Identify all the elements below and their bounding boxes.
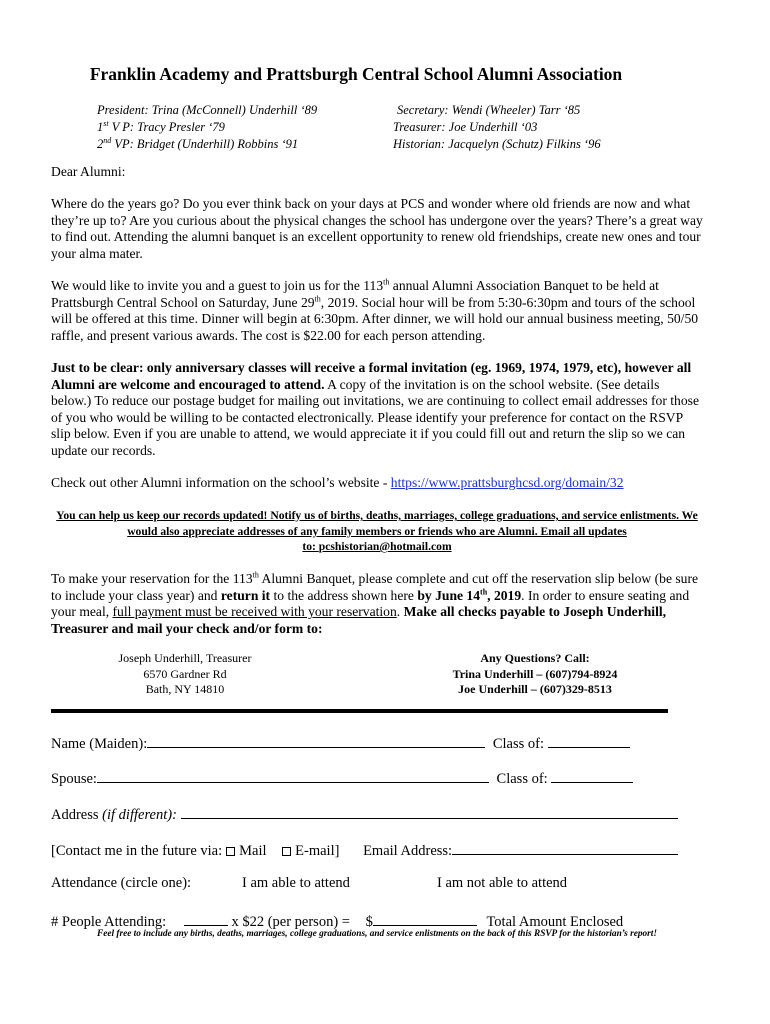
form-row-address: Address (if different): [51, 803, 678, 824]
form-row-spouse: Spouse: Class of: [51, 767, 633, 788]
spouse-class-of-field[interactable] [551, 767, 633, 783]
paragraph-website: Check out other Alumni information on the school’s website - https://www.prattsburghcsd.org/domain/32 [51, 475, 624, 490]
paragraph-anniversary-classes: Just to be clear: only anniversary classes will receive a formal invitation (eg. 1969, 1974, 1979, etc), however all Alumni are welcome and encouraged to attend. A copy of the invitation is on the school website. (See details below.) To reduce our postage budget for mailing out invitations, we are continuing to collect email addresses for those of you who would be willing to be contacted electronically. Please identify your preference for contact on the RSVP slip below. Even if you are unable to attend, we would appreciate it if you could fill out and return the slip so we can update our records. [51, 360, 699, 458]
form-row-name: Name (Maiden): Class of: [51, 732, 630, 753]
email-address-field[interactable] [452, 839, 678, 855]
attend-no-option[interactable]: I am not able to attend [437, 875, 568, 891]
officers-left [97, 102, 317, 153]
officers-right [393, 102, 601, 153]
cut-divider [51, 709, 668, 713]
spouse-field[interactable] [97, 767, 489, 783]
mailing-address: Joseph Underhill, Treasurer 6570 Gardner Rd Bath, NY 14810 [118, 651, 252, 696]
document-title: Franklin Academy and Prattsburgh Central School Alumni Association [89, 64, 623, 84]
class-of-field[interactable] [548, 732, 630, 748]
attend-yes-option[interactable]: I am able to attend [242, 875, 350, 891]
form-row-attendance: Attendance (circle one): [51, 875, 192, 891]
paragraph-invitation: We would like to invite you and a guest to join us for the 113th annual Alumni Association Banquet to be held at Prattsburgh Central School on Saturday, June 29th, 2019. Social hour will be from 5:30-6:30pm and tours of the school will be offered at this time. Dinner will begin at 6:30pm. After dinner, we will hold our annual business meeting, 50/50 raffle, and present various awards. The cost is $22.00 for each person attending. [51, 277, 699, 343]
name-field[interactable] [147, 732, 485, 748]
email-checkbox[interactable] [282, 847, 291, 856]
treasurer: Treasurer: Joe Underhill ‘03 [393, 120, 538, 134]
secretary: Secretary: Wendi (Wheeler) Tarr ‘85 [397, 103, 581, 117]
historian-footnote: Feel free to include any births, deaths, marriages, college graduations, and service enlistments on the back of this RSVP for the historian’s report! [97, 929, 657, 939]
people-count-field[interactable] [184, 910, 228, 926]
total-amount-field[interactable] [373, 910, 477, 926]
mail-checkbox[interactable] [226, 847, 235, 856]
address-field[interactable] [181, 803, 678, 819]
first-vp: 1st V P: Tracy Presler ‘79 [97, 118, 225, 134]
president: President: Trina (McConnell) Underhill ‘89 [97, 103, 318, 117]
form-row-contact: [Contact me in the future via: Mail E-mail] Email Address: [51, 839, 678, 860]
form-row-people: # People Attending: x $22 (per person) = $ Total Amount Enclosed [51, 910, 623, 931]
records-update-notice: You can help us keep our records updated! Notify us of births, deaths, marriages, college graduations, and service enlistments. We would also appreciate addresses of any family members or friends who are Alumni. Email all updates to: pcshistorian@hotmail.com [56, 509, 698, 553]
questions-contacts: Any Questions? Call: Trina Underhill – (607)794-8924 Joe Underhill – (607)329-8513 [452, 651, 618, 696]
historian-email-link[interactable]: pcshistorian@hotmail.com [318, 540, 452, 553]
second-vp: 2nd VP: Bridget (Underhill) Robbins ‘91 [97, 135, 299, 151]
paragraph-reservation: To make your reservation for the 113th Alumni Banquet, please complete and cut off the reservation slip below (be sure to include your class year) and return it to the address shown here by June 14th, 2019. In order to ensure seating and your meal, full payment must be received with your reservation. Make all checks payable to Joseph Underhill, Treasurer and mail your check and/or form to: [51, 570, 699, 636]
school-website-link[interactable]: https://www.prattsburghcsd.org/domain/32 [390, 475, 624, 490]
greeting: Dear Alumni: [51, 164, 126, 179]
historian: Historian: Jacquelyn (Schutz) Filkins ‘96 [393, 137, 601, 151]
paragraph-intro: Where do the years go? Do you ever think back on your days at PCS and wonder where old friends are now and what they’re up to? Are you curious about the physical changes the school has undergone over the years? There’s a great way to find out. Attending the alumni banquet is an excellent opportunity to renew old friendships, create new ones and tour your alma mater. [51, 196, 703, 261]
